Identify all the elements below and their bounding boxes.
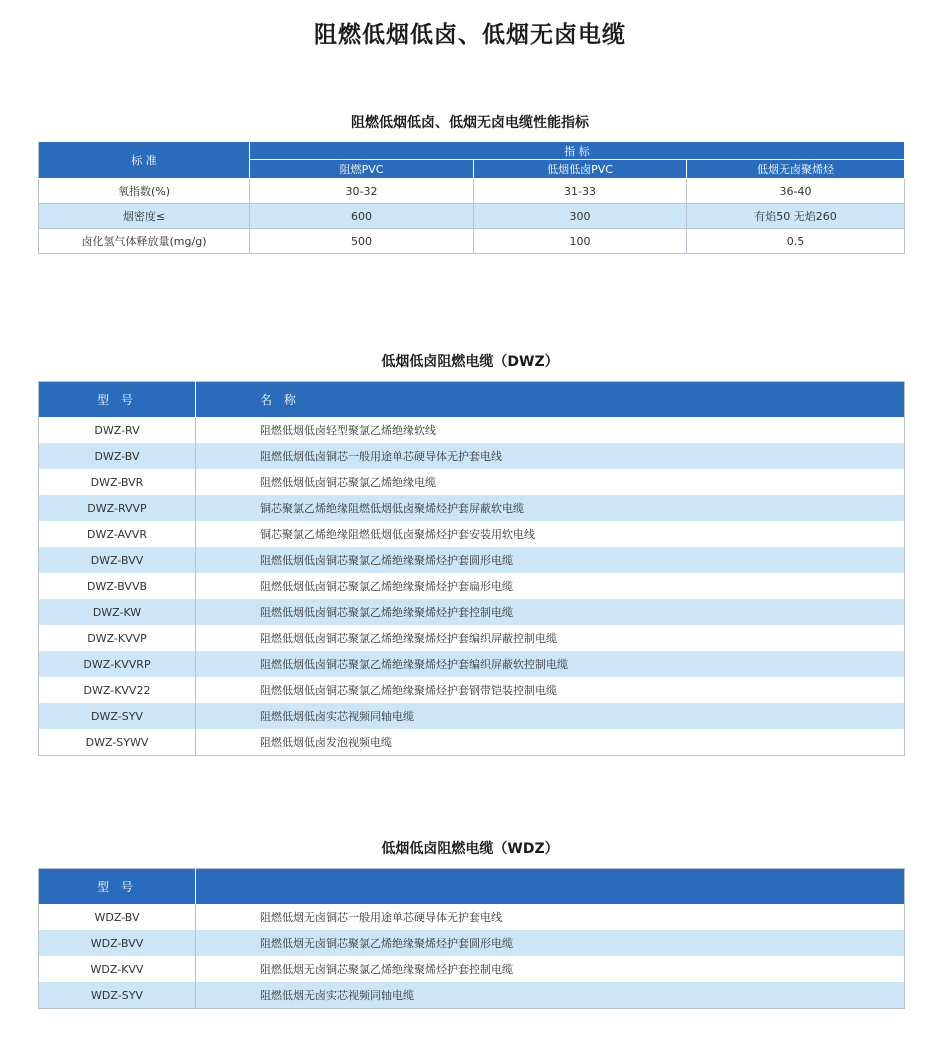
cell-name: 阻燃低烟低卤发泡视频电缆 — [260, 736, 392, 749]
subheader-low-smoke-halogen-free-polyolefin: 低烟无卤聚烯烃 — [687, 160, 905, 179]
cell-name: 阻燃低烟低卤轻型聚氯乙烯绝缘软线 — [260, 424, 436, 437]
cell-model: DWZ-RVVP — [39, 495, 196, 521]
table-row — [39, 956, 905, 982]
cell-model: DWZ-KVV22 — [39, 677, 196, 703]
page-title: 阻燃低烟低卤、低烟无卤电缆 — [314, 22, 626, 48]
table-row — [39, 547, 905, 573]
performance-table — [38, 141, 905, 254]
cell-model: DWZ-BVR — [39, 469, 196, 495]
cell-value: 300 — [474, 204, 687, 229]
cell-model: DWZ-BVV — [39, 547, 196, 573]
cell-model: WDZ-KVV — [39, 956, 196, 982]
perf-section-title: 阻燃低烟低卤、低烟无卤电缆性能指标 — [351, 115, 589, 131]
table-row — [39, 469, 905, 495]
cell-model: DWZ-BV — [39, 443, 196, 469]
cell-value: 100 — [474, 229, 687, 254]
subheader-low-smoke-low-halogen-pvc: 低烟低卤PVC — [474, 160, 687, 179]
subheader-flame-retardant-pvc: 阻燃PVC — [250, 160, 474, 179]
table-row — [39, 982, 905, 1009]
header-index: 指 标 — [250, 142, 905, 160]
header-standard: 标 准 — [39, 142, 250, 179]
cell-name: 阻燃低烟低卤铜芯聚氯乙烯绝缘聚烯烃护套编织屏蔽软控制电缆 — [196, 651, 905, 677]
cell-name: 铜芯聚氯乙烯绝缘阻燃低烟低卤聚烯烃护套安装用软电线 — [260, 528, 535, 541]
cell-value: 30-32 — [250, 179, 474, 204]
table-row — [39, 204, 905, 229]
cell-value: 36-40 — [687, 179, 905, 204]
cell-name: 阻燃低烟无卤铜芯一般用途单芯硬导体无护套电线 — [260, 911, 502, 924]
table-row — [39, 677, 905, 703]
header-name-empty — [196, 869, 905, 905]
row-label: 卤化氢气体释放量(mg/g) — [39, 229, 250, 254]
table-row — [39, 573, 905, 599]
cell-model: WDZ-BV — [39, 904, 196, 930]
table-row — [39, 495, 905, 521]
table-row — [39, 703, 905, 729]
table-row — [39, 521, 905, 547]
cell-model: DWZ-KVVP — [39, 625, 196, 651]
table-row — [39, 729, 905, 756]
table-row — [39, 625, 905, 651]
cell-name: 阻燃低烟低卤铜芯聚氯乙烯绝缘聚烯烃护套圆形电缆 — [196, 547, 905, 573]
cell-value: 600 — [250, 204, 474, 229]
dwz-section-title: 低烟低卤阻燃电缆（DWZ） — [381, 354, 559, 370]
cell-value: 31-33 — [474, 179, 687, 204]
row-label: 烟密度≤ — [39, 204, 250, 229]
cell-model: DWZ-KW — [39, 599, 196, 625]
table-row — [39, 599, 905, 625]
cell-model: DWZ-SYV — [39, 703, 196, 729]
row-label: 氧指数(%) — [39, 179, 250, 204]
cell-name: 阻燃低烟无卤实芯视频同轴电缆 — [196, 982, 905, 1009]
cell-name: 阻燃低烟无卤铜芯聚氯乙烯绝缘聚烯烃护套圆形电缆 — [196, 930, 905, 956]
cell-name: 阻燃低烟低卤铜芯聚氯乙烯绝缘电缆 — [260, 476, 436, 489]
table-row — [39, 229, 905, 254]
cell-model: WDZ-SYV — [39, 982, 196, 1009]
cell-model: DWZ-SYWV — [39, 729, 196, 756]
dwz-table — [38, 381, 905, 756]
cell-model: WDZ-BVV — [39, 930, 196, 956]
table-row — [39, 443, 905, 469]
wdz-table — [38, 868, 905, 1009]
cell-model: DWZ-BVVB — [39, 573, 196, 599]
cell-value: 有焰50 无焰260 — [687, 204, 905, 229]
cell-name: 阻燃低烟低卤铜芯一般用途单芯硬导体无护套电线 — [196, 443, 905, 469]
cell-name: 阻燃低烟低卤铜芯聚氯乙烯绝缘聚烯烃护套编织屏蔽控制电缆 — [260, 632, 557, 645]
cell-model: DWZ-AVVR — [39, 521, 196, 547]
table-row — [39, 904, 905, 930]
table-row — [39, 651, 905, 677]
table-row — [39, 179, 905, 204]
cell-name: 阻燃低烟无卤铜芯聚氯乙烯绝缘聚烯烃护套控制电缆 — [260, 963, 513, 976]
cell-name: 阻燃低烟低卤铜芯聚氯乙烯绝缘聚烯烃护套控制电缆 — [196, 599, 905, 625]
header-model: 型 号 — [39, 382, 196, 418]
cell-model: DWZ-KVVRP — [39, 651, 196, 677]
cell-name: 阻燃低烟低卤实芯视频同轴电缆 — [196, 703, 905, 729]
cell-model: DWZ-RV — [39, 417, 196, 443]
wdz-section-title: 低烟低卤阻燃电缆（WDZ） — [381, 841, 559, 857]
cell-value: 0.5 — [687, 229, 905, 254]
cell-name: 阻燃低烟低卤铜芯聚氯乙烯绝缘聚烯烃护套钢带铠装控制电缆 — [260, 684, 557, 697]
table-row — [39, 930, 905, 956]
cell-value: 500 — [250, 229, 474, 254]
table-row — [39, 417, 905, 443]
header-model: 型 号 — [39, 869, 196, 905]
cell-name: 铜芯聚氯乙烯绝缘阻燃低烟低卤聚烯烃护套屏蔽软电缆 — [196, 495, 905, 521]
header-name: 名 称 — [196, 382, 905, 418]
cell-name: 阻燃低烟低卤铜芯聚氯乙烯绝缘聚烯烃护套扁形电缆 — [260, 580, 513, 593]
